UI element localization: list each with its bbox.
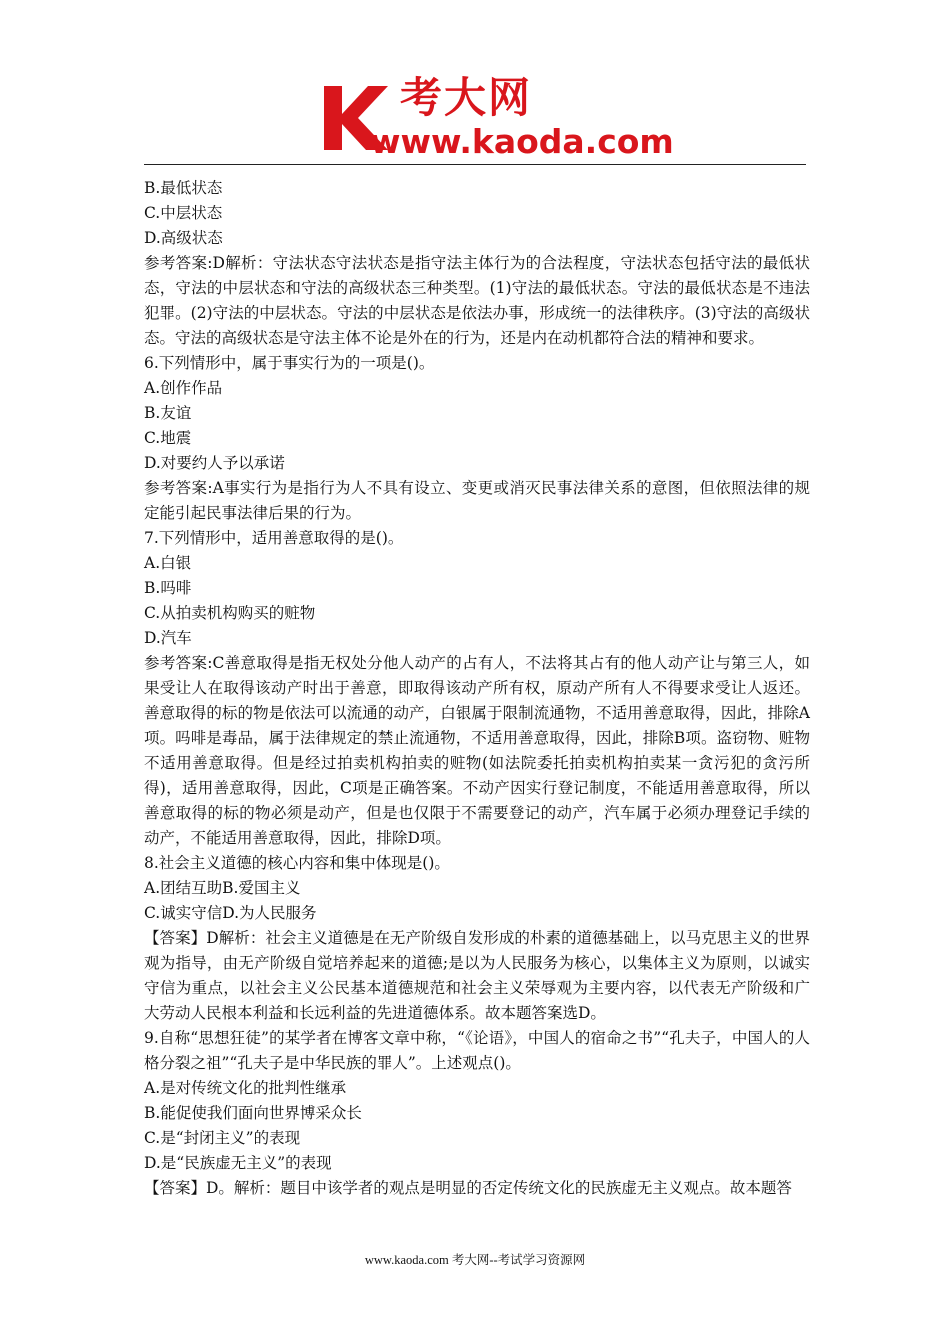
answer-paragraph: 参考答案:C善意取得是指无权处分他人动产的占有人，不法将其占有的他人动产让与第三人，如果受让人在取得该动产时出于善意，即取得该动产所有权，原动产所有人不得要求受让人返还。善意取得的标的物是依法可以流通的动产，白银属于限制流通物，不适用善意取得，因此，排除A项。吗啡是毒品，属于法律规定的禁止流通物，不适用善意取得，因此，排除B项。盗窃物、赃物不适用善意取得。但是经过拍卖机构拍卖的赃物(如法院委托拍卖机构拍卖某一贪污犯的贪污所得)，适用善意取得，因此，C项是正确答案。不动产因实行登记制度，不能适用善意取得，所以善意取得的标的物必须是动产，但是也仅限于不需要登记的动产，汽车属于必须办理登记手续的动产，不能适用善意取得，因此，排除D项。 xyxy=(144,654,810,847)
answer-paragraph: 【答案】D解析：社会主义道德是在无产阶级自发形成的朴素的道德基础上，以马克思主义的世界观为指导，由无产阶级自觉培养起来的道德;是以为人民服务为核心，以集体主义为原则，以诚实守信为重点，以社会主义公民基本道德规范和社会主义荣辱观为主要内容，以代表无产阶级和广大劳动人民根本利益和长远利益的先进道德体系。故本题答案选D。 xyxy=(144,929,810,1022)
text-line: C.中层状态 xyxy=(144,204,223,222)
header-divider xyxy=(144,164,806,165)
document-body xyxy=(144,176,810,1201)
option-line: C.是“封闭主义”的表现 xyxy=(144,1129,301,1147)
text-line: D.高级状态 xyxy=(144,229,223,247)
question-line: 7.下列情形中，适用善意取得的是()。 xyxy=(144,529,404,547)
option-line: A.团结互助B.爱国主义 xyxy=(144,879,301,897)
option-line: B.吗啡 xyxy=(144,579,192,597)
question-line: 6.下列情形中，属于事实行为的一项是()。 xyxy=(144,354,435,372)
option-line: C.从拍卖机构购买的赃物 xyxy=(144,604,316,622)
answer-paragraph: 参考答案:A事实行为是指行为人不具有设立、变更或消灭民事法律关系的意图，但依照法律的规定能引起民事法律后果的行为。 xyxy=(144,479,810,522)
answer-paragraph: 【答案】D。解析：题目中该学者的观点是明显的否定传统文化的民族虚无主义观点。故本题答 xyxy=(144,1179,792,1197)
option-line: C.地震 xyxy=(144,429,192,447)
question-line: 8.社会主义道德的核心内容和集中体现是()。 xyxy=(144,854,450,872)
option-line: D.汽车 xyxy=(144,629,192,647)
question-line: 9.自称“思想狂徒”的某学者在博客文章中称，“《论语》，中国人的宿命之书”“孔夫子，中国人的人格分裂之祖”“孔夫子是中华民族的罪人”。上述观点()。 xyxy=(144,1029,810,1072)
option-line: A.白银 xyxy=(144,554,192,572)
page-footer: www.kaoda.com 考大网--考试学习资源网 xyxy=(364,1253,586,1267)
answer-paragraph: 参考答案:D解析：守法状态守法状态是指守法主体行为的合法程度，守法状态包括守法的最低状态，守法的中层状态和守法的高级状态三种类型。(1)守法的最低状态。守法的最低状态是不违法犯罪。(2)守法的中层状态。守法的中层状态是依法办事，形成统一的法律秩序。(3)守法的高级状态。守法的高级状态是守法主体不论是外在的行为，还是内在动机都符合法的精神和要求。 xyxy=(144,254,810,347)
option-line: A.是对传统文化的批判性继承 xyxy=(144,1079,347,1097)
option-line: B.能促使我们面向世界博采众长 xyxy=(144,1104,362,1122)
text-line: B.最低状态 xyxy=(144,179,223,197)
kaoda-logo xyxy=(318,73,674,164)
logo-url: www.kaoda.com xyxy=(370,122,674,161)
logo-title: 考大网 xyxy=(400,73,533,122)
option-line: C.诚实守信D.为人民服务 xyxy=(144,904,317,922)
option-line: D.对要约人予以承诺 xyxy=(144,454,285,472)
option-line: B.友谊 xyxy=(144,404,192,422)
option-line: D.是“民族虚无主义”的表现 xyxy=(144,1154,332,1172)
option-line: A.创作作品 xyxy=(144,379,223,397)
